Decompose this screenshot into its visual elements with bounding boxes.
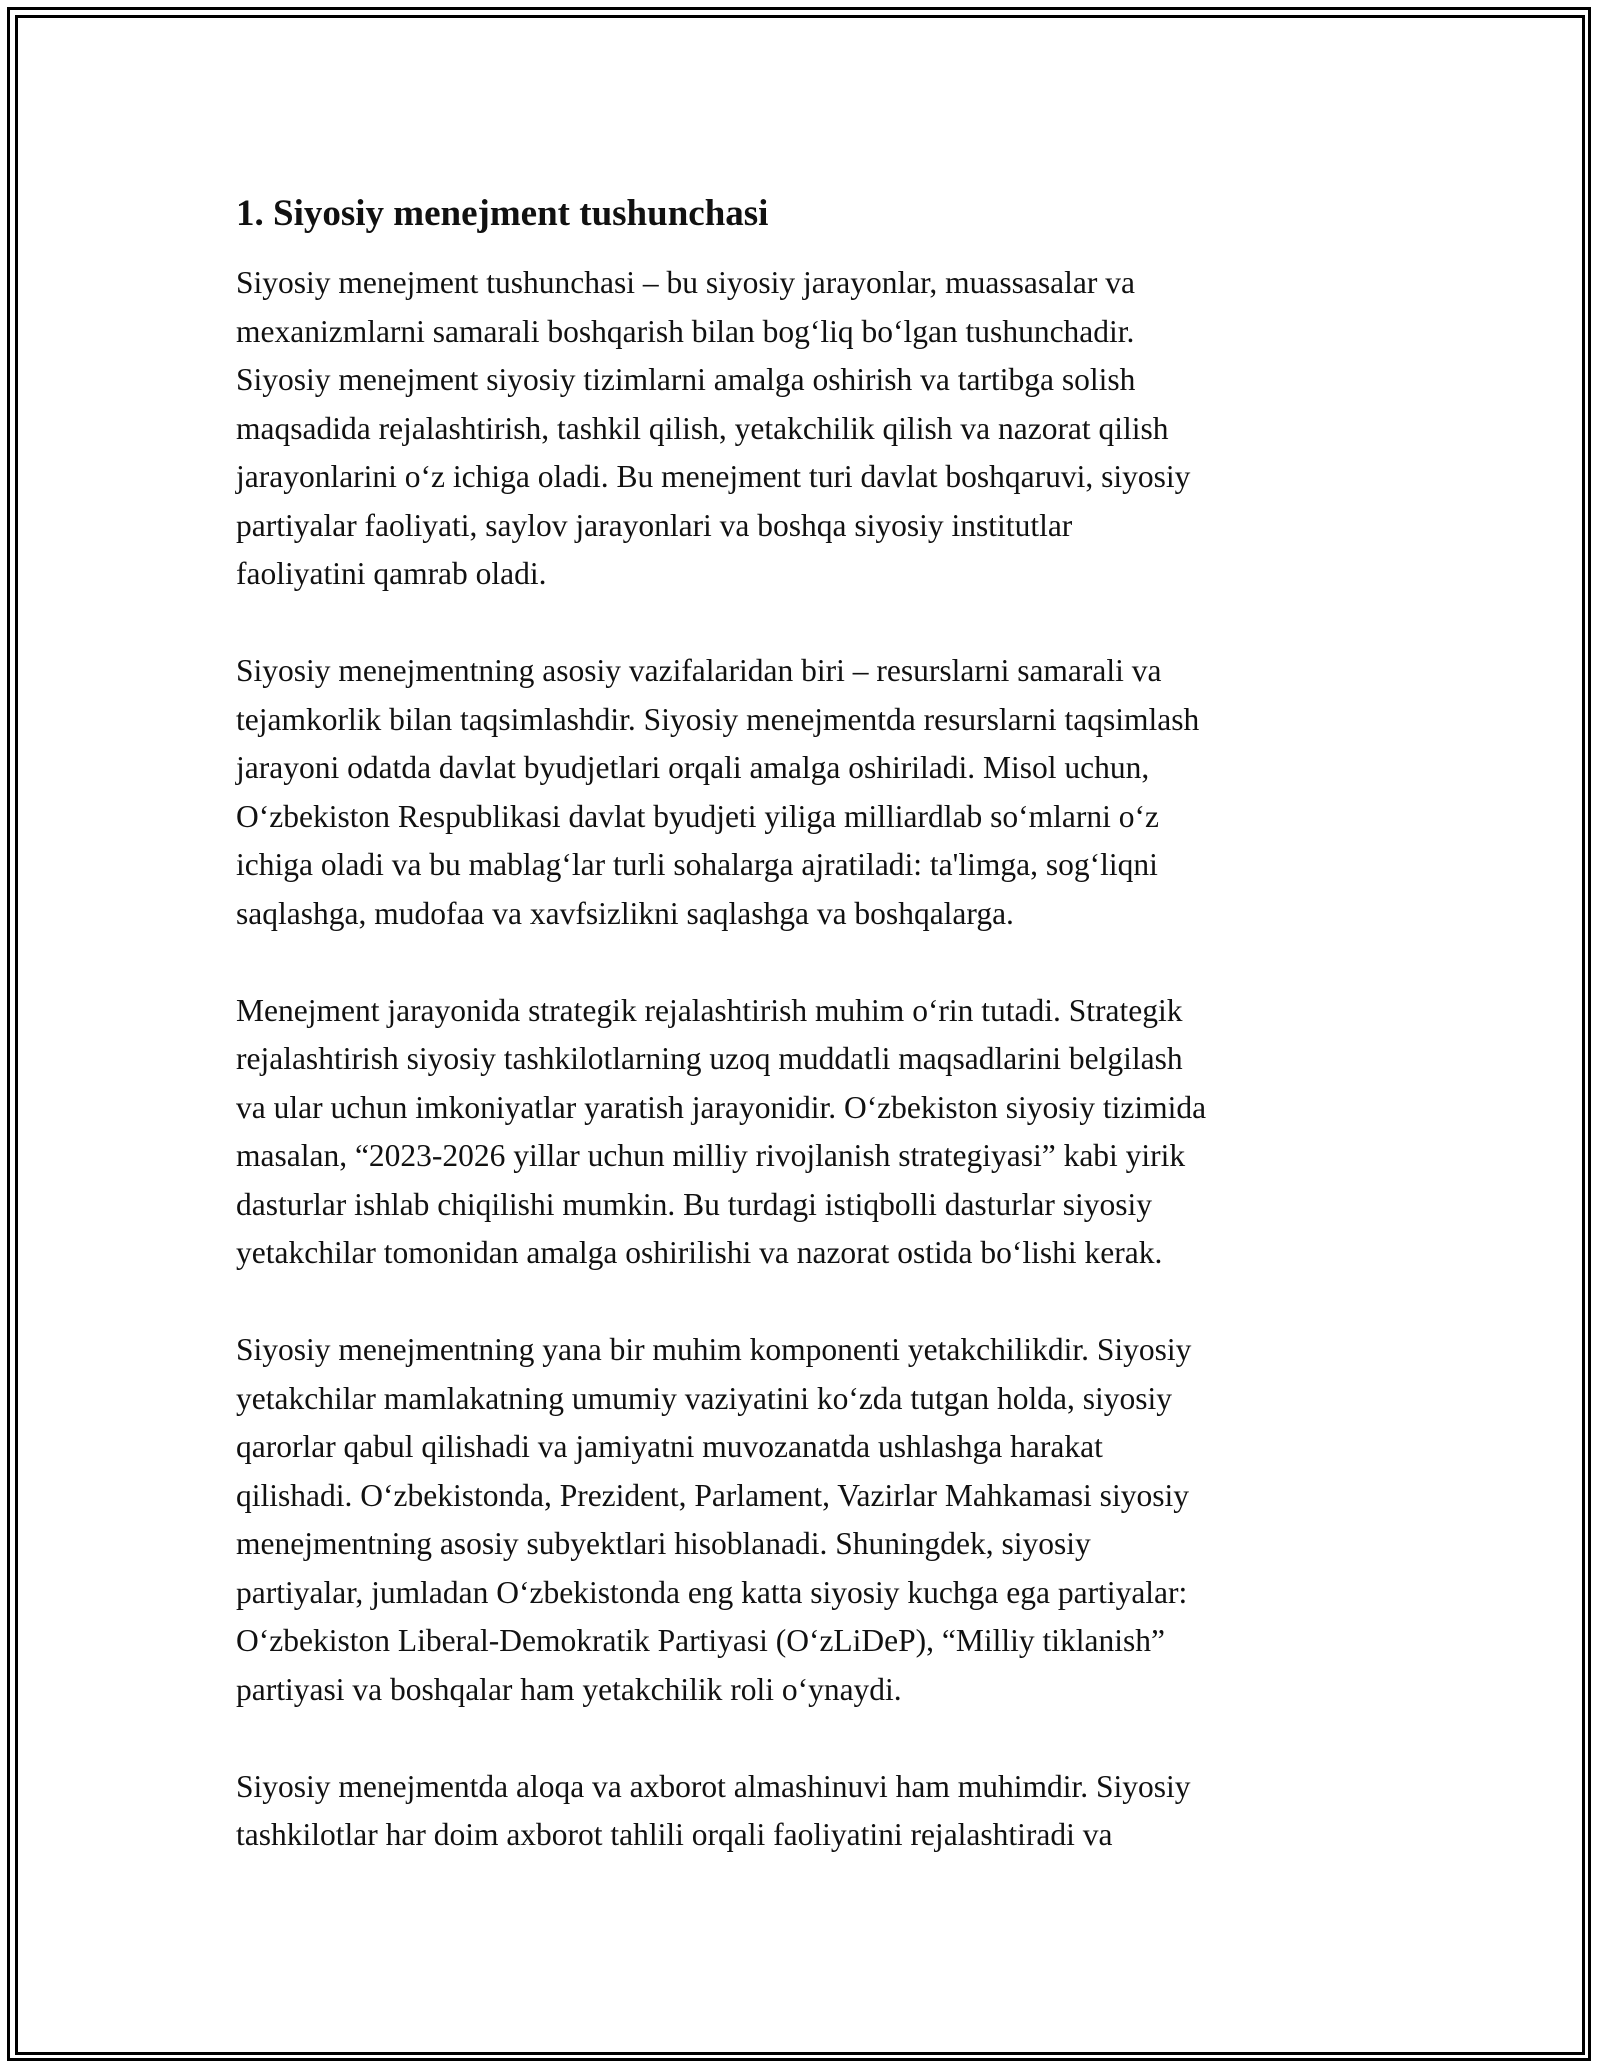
text-line: Siyosiy menejment tushunchasi – bu siyosiy jarayonlar, muassasalar va (236, 265, 1135, 300)
text-line: faoliyatini qamrab oladi. (236, 556, 547, 591)
text-line: Siyosiy menejment siyosiy tizimlarni amalga oshirish va tartibga solish (236, 362, 1136, 397)
paragraph-3 (236, 987, 1386, 1278)
text-line: jarayonlarini o‘z ichiga oladi. Bu menejment turi davlat boshqaruvi, siyosiy (236, 459, 1191, 494)
text-line: ichiga oladi va bu mablag‘lar turli sohalarga ajratiladi: ta'limga, sog‘liqni (236, 847, 1158, 882)
text-line: qilishadi. O‘zbekistonda, Prezident, Parlament, Vazirlar Mahkamasi siyosiy (236, 1477, 1189, 1513)
text-line: O‘zbekiston Respublikasi davlat byudjeti yiliga milliardlab so‘mlarni o‘z (236, 798, 1159, 834)
text-line: masalan, “2023-2026 yillar uchun milliy rivojlanish strategiyasi” kabi yirik (236, 1138, 1186, 1173)
text-line: mexanizmlarni samarali boshqarish bilan bog‘liq bo‘lgan tushunchadir. (236, 313, 1135, 349)
text-line: tejamkorlik bilan taqsimlashdir. Siyosiy menejmentda resurslarni taqsimlash (236, 701, 1200, 737)
text-line: partiyalar faoliyati, saylov jarayonlari va boshqa siyosiy institutlar (236, 507, 1073, 543)
paragraph-5 (236, 1763, 1386, 1860)
section-heading: 1. Siyosiy menejment tushunchasi (236, 193, 769, 234)
text-line: partiyasi va boshqalar ham yetakchilik roli o‘ynaydi. (236, 1671, 902, 1707)
text-line: rejalashtirish siyosiy tashkilotlarning uzoq muddatli maqsadlarini belgilash (236, 1041, 1183, 1076)
text-line: Menejment jarayonida strategik rejalashtirish muhim o‘rin tutadi. Strategik (236, 992, 1183, 1028)
paragraph-4 (236, 1326, 1386, 1714)
text-line: dasturlar ishlab chiqilishi mumkin. Bu turdagi istiqbolli dasturlar siyosiy (236, 1186, 1153, 1222)
text-line: saqlashga, mudofaa va xavfsizlikni saqlashga va boshqalarga. (236, 895, 1014, 931)
text-line: yetakchilar tomonidan amalga oshirilishi va nazorat ostida bo‘lishi kerak. (236, 1235, 1163, 1270)
text-line: Siyosiy menejmentning yana bir muhim komponenti yetakchilikdir. Siyosiy (236, 1332, 1192, 1367)
text-line: qarorlar qabul qilishadi va jamiyatni muvozanatda ushlashga harakat (236, 1429, 1103, 1464)
paragraph-1 (236, 259, 1386, 599)
paragraph-2 (236, 647, 1386, 938)
text-line: Siyosiy menejmentda aloqa va axborot almashinuvi ham muhimdir. Siyosiy (236, 1768, 1191, 1804)
text-line: O‘zbekiston Liberal-Demokratik Partiyasi (O‘zLiDeP), “Milliy tiklanish” (236, 1623, 1166, 1658)
text-line: tashkilotlar har doim axborot tahlili orqali faoliyatini rejalashtiradi va (236, 1817, 1113, 1852)
document-body (236, 188, 1386, 1908)
text-line: partiyalar, jumladan O‘zbekistonda eng katta siyosiy kuchga ega partiyalar: (236, 1574, 1188, 1610)
text-line: jarayoni odatda davlat byudjetlari orqali amalga oshiriladi. Misol uchun, (236, 750, 1150, 785)
text-line: Siyosiy menejmentning asosiy vazifalaridan biri – resurslarni samarali va (236, 653, 1162, 688)
text-line: menejmentning asosiy subyektlari hisoblanadi. Shuningdek, siyosiy (236, 1526, 1091, 1561)
text-line: yetakchilar mamlakatning umumiy vaziyatini ko‘zda tutgan holda, siyosiy (236, 1380, 1173, 1416)
text-line: maqsadida rejalashtirish, tashkil qilish, yetakchilik qilish va nazorat qilish (236, 410, 1169, 446)
text-line: va ular uchun imkoniyatlar yaratish jarayonidir. O‘zbekiston siyosiy tizimida (236, 1089, 1207, 1125)
